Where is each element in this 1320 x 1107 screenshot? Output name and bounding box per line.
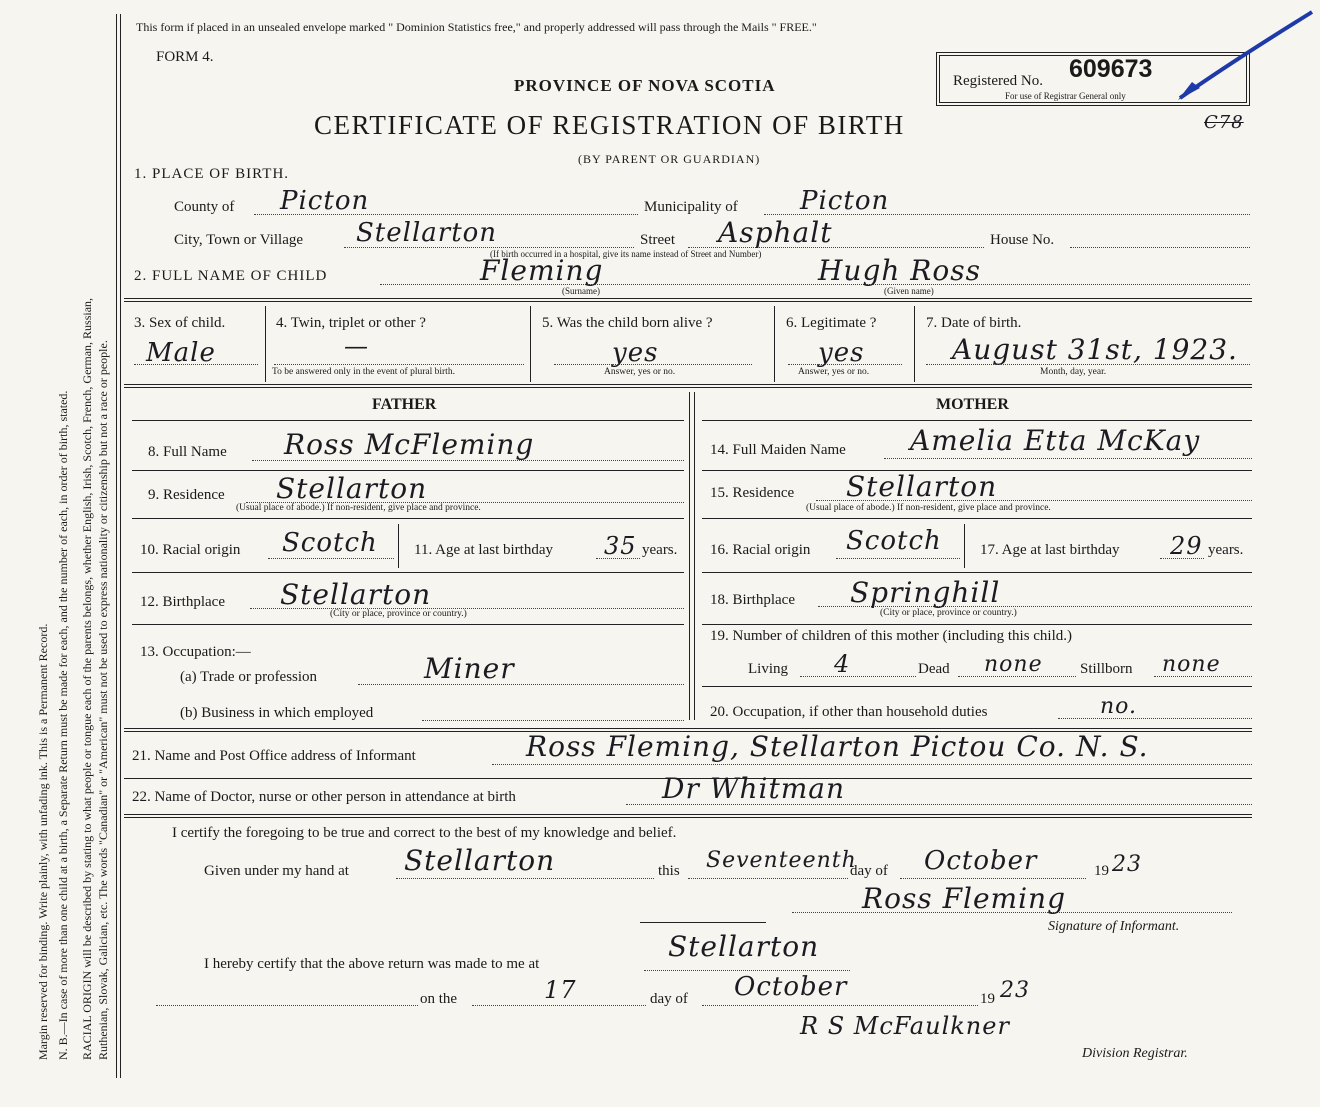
father-business-label: (b) Business in which employed bbox=[180, 705, 374, 721]
registrar-day: 17 bbox=[544, 976, 577, 1004]
form-number: FORM 4. bbox=[156, 49, 214, 65]
certify-year-prefix: 19 bbox=[1094, 863, 1109, 879]
mother-race-value: Scotch bbox=[846, 526, 942, 556]
certificate-title: CERTIFICATE OF REGISTRATION OF BIRTH bbox=[314, 110, 905, 140]
living-value: 4 bbox=[834, 650, 851, 678]
street-value: Asphalt bbox=[718, 216, 833, 249]
mother-name-value: Amelia Etta McKay bbox=[910, 424, 1201, 457]
father-age-label: 11. Age at last birthday bbox=[414, 542, 553, 558]
city-value: Stellarton bbox=[356, 218, 498, 248]
registrar-statement: I hereby certify that the above return was made to me at bbox=[204, 956, 540, 972]
municipality-label: Municipality of bbox=[644, 199, 738, 215]
county-label: County of bbox=[174, 199, 235, 215]
mother-heading: MOTHER bbox=[936, 396, 1009, 413]
legit-label: 6. Legitimate ? bbox=[786, 315, 877, 331]
day-of-label: day of bbox=[850, 863, 888, 879]
mother-occ-label: 20. Occupation, if other than household duties bbox=[710, 704, 988, 720]
child-name-label: 2. FULL NAME OF CHILD bbox=[134, 268, 328, 284]
alive-note: Answer, yes or no. bbox=[604, 367, 676, 377]
father-birth-note: (City or place, province or country.) bbox=[330, 609, 467, 619]
living-label: Living bbox=[748, 661, 788, 677]
father-res-label: 9. Residence bbox=[148, 487, 225, 503]
legit-note: Answer, yes or no. bbox=[798, 367, 870, 377]
dead-label: Dead bbox=[918, 661, 950, 677]
form-left-rule bbox=[116, 14, 117, 1078]
father-occ-label: 13. Occupation:— bbox=[140, 644, 251, 660]
registrar-month: October bbox=[734, 972, 848, 1002]
sex-value: Male bbox=[146, 338, 216, 368]
mother-birth-note: (City or place, province or country.) bbox=[880, 608, 1017, 618]
sex-label: 3. Sex of child. bbox=[134, 315, 226, 331]
given-label: Given under my hand at bbox=[204, 863, 349, 879]
informant-signature: Ross Fleming bbox=[862, 882, 1066, 915]
house-label: House No. bbox=[990, 232, 1055, 248]
certify-statement: I certify the foregoing to be true and correct to the best of my knowledge and belief. bbox=[172, 825, 677, 841]
mother-res-note: (Usual place of abode.) If non-resident, give place and province. bbox=[806, 503, 1051, 513]
this-label: this bbox=[658, 863, 680, 879]
dob-value: August 31st, 1923. bbox=[952, 333, 1238, 366]
hospital-note: (If birth occurred in a hospital, give its name instead of Street and Number) bbox=[490, 249, 762, 259]
father-name-label: 8. Full Name bbox=[148, 444, 227, 460]
father-years: years. bbox=[642, 542, 678, 558]
given-caption: (Given name) bbox=[884, 286, 934, 296]
twin-note: To be answered only in the event of plural birth. bbox=[272, 367, 455, 377]
informant-signature-caption: Signature of Informant. bbox=[1048, 919, 1180, 934]
registrar-caption: Division Registrar. bbox=[1082, 1046, 1188, 1061]
margin-line-2: N. B.—In case of more than one child at a birth, a Separate Return must be made for each, and the number of each, in order of birth, stated. bbox=[56, 390, 70, 1060]
doctor-label: 22. Name of Doctor, nurse or other person in attendance at birth bbox=[132, 789, 516, 805]
children-label: 19. Number of children of this mother (including this child.) bbox=[710, 628, 1073, 644]
registrar-on-the: on the bbox=[420, 991, 458, 1007]
dob-note: Month, day, year. bbox=[1040, 367, 1107, 377]
registrar-note: For use of Registrar General only bbox=[1005, 91, 1126, 101]
registrar-year: 23 bbox=[1000, 978, 1030, 1003]
surname-caption: (Surname) bbox=[562, 286, 600, 296]
street-label: Street bbox=[640, 232, 675, 248]
corner-mark: C78 bbox=[1204, 112, 1244, 133]
father-trade-value: Miner bbox=[424, 652, 515, 685]
blue-check-mark-icon bbox=[1170, 6, 1316, 106]
father-birth-value: Stellarton bbox=[280, 578, 432, 611]
margin-line-3: RACIAL ORIGIN will be described by stating to what people or tongue each of the parents belongs, whether English, Irish, Scotch, French, German, Russian, bbox=[80, 297, 94, 1060]
mother-age-label: 17. Age at last birthday bbox=[980, 542, 1120, 558]
child-given-name: Hugh Ross bbox=[818, 254, 981, 287]
city-label: City, Town or Village bbox=[174, 232, 304, 248]
mother-name-label: 14. Full Maiden Name bbox=[710, 442, 846, 458]
form-left-rule-inner bbox=[120, 14, 121, 1078]
mother-birth-label: 18. Birthplace bbox=[710, 592, 795, 608]
registered-label: Registered No. bbox=[953, 73, 1043, 89]
alive-label: 5. Was the child born alive ? bbox=[542, 315, 713, 331]
mother-birth-value: Springhill bbox=[850, 576, 1001, 609]
dead-value: none bbox=[984, 652, 1043, 677]
mother-res-value: Stellarton bbox=[846, 470, 998, 503]
alive-value: yes bbox=[612, 338, 659, 368]
mother-res-label: 15. Residence bbox=[710, 485, 795, 501]
father-race-value: Scotch bbox=[282, 528, 378, 558]
twin-value: — bbox=[344, 332, 369, 360]
mail-notice: This form if placed in an unsealed envelope marked " Dominion Statistics free," and properly addressed will pass through the Mails " FREE." bbox=[136, 20, 817, 34]
mother-race-label: 16. Racial origin bbox=[710, 542, 811, 558]
certify-place: Stellarton bbox=[404, 844, 556, 877]
certify-month: October bbox=[924, 846, 1038, 876]
father-name-value: Ross McFleming bbox=[284, 428, 535, 461]
legit-value: yes bbox=[818, 338, 865, 368]
registrar-place: Stellarton bbox=[668, 930, 820, 963]
registrar-day-of: day of bbox=[650, 991, 688, 1007]
mother-occ-value: no. bbox=[1100, 694, 1138, 719]
doctor-value: Dr Whitman bbox=[662, 772, 846, 805]
registrar-year-prefix: 19 bbox=[980, 991, 995, 1007]
father-age-value: 35 bbox=[604, 532, 637, 560]
dob-label: 7. Date of birth. bbox=[926, 315, 1022, 331]
margin-line-1: Margin reserved for binding. Write plainly, with unfading ink. This is a Permanent Record. bbox=[36, 623, 50, 1060]
child-surname: Fleming bbox=[480, 254, 604, 287]
father-heading: FATHER bbox=[372, 396, 437, 413]
father-birth-label: 12. Birthplace bbox=[140, 594, 225, 610]
father-res-note: (Usual place of abode.) If non-resident, give place and province. bbox=[236, 503, 481, 513]
municipality-value: Picton bbox=[800, 186, 890, 216]
registered-number: 609673 bbox=[1069, 55, 1153, 83]
informant-label: 21. Name and Post Office address of Informant bbox=[132, 748, 416, 764]
registrar-signature: R S McFaulkner bbox=[800, 1012, 1010, 1040]
place-heading: 1. PLACE OF BIRTH. bbox=[134, 166, 290, 182]
father-race-label: 10. Racial origin bbox=[140, 542, 241, 558]
father-trade-label: (a) Trade or profession bbox=[180, 669, 318, 685]
mother-age-value: 29 bbox=[1170, 532, 1203, 560]
father-res-value: Stellarton bbox=[276, 472, 428, 505]
certify-year: 23 bbox=[1112, 852, 1142, 877]
county-value: Picton bbox=[280, 186, 370, 216]
margin-line-4: Ruthenian, Slovak, Galician, etc. The words "Canadian" or "American" must not be used to express nationality or citizenship but not a race or people. bbox=[96, 340, 110, 1060]
stillborn-value: none bbox=[1162, 652, 1221, 677]
certify-day: Seventeenth bbox=[706, 848, 857, 873]
informant-value: Ross Fleming, Stellarton Pictou Co. N. S. bbox=[526, 730, 1149, 763]
stillborn-label: Stillborn bbox=[1080, 661, 1133, 677]
province-title: PROVINCE OF NOVA SCOTIA bbox=[514, 76, 776, 95]
mother-years: years. bbox=[1208, 542, 1244, 558]
twin-label: 4. Twin, triplet or other ? bbox=[276, 315, 426, 331]
certificate-subtitle: (BY PARENT OR GUARDIAN) bbox=[578, 152, 761, 166]
